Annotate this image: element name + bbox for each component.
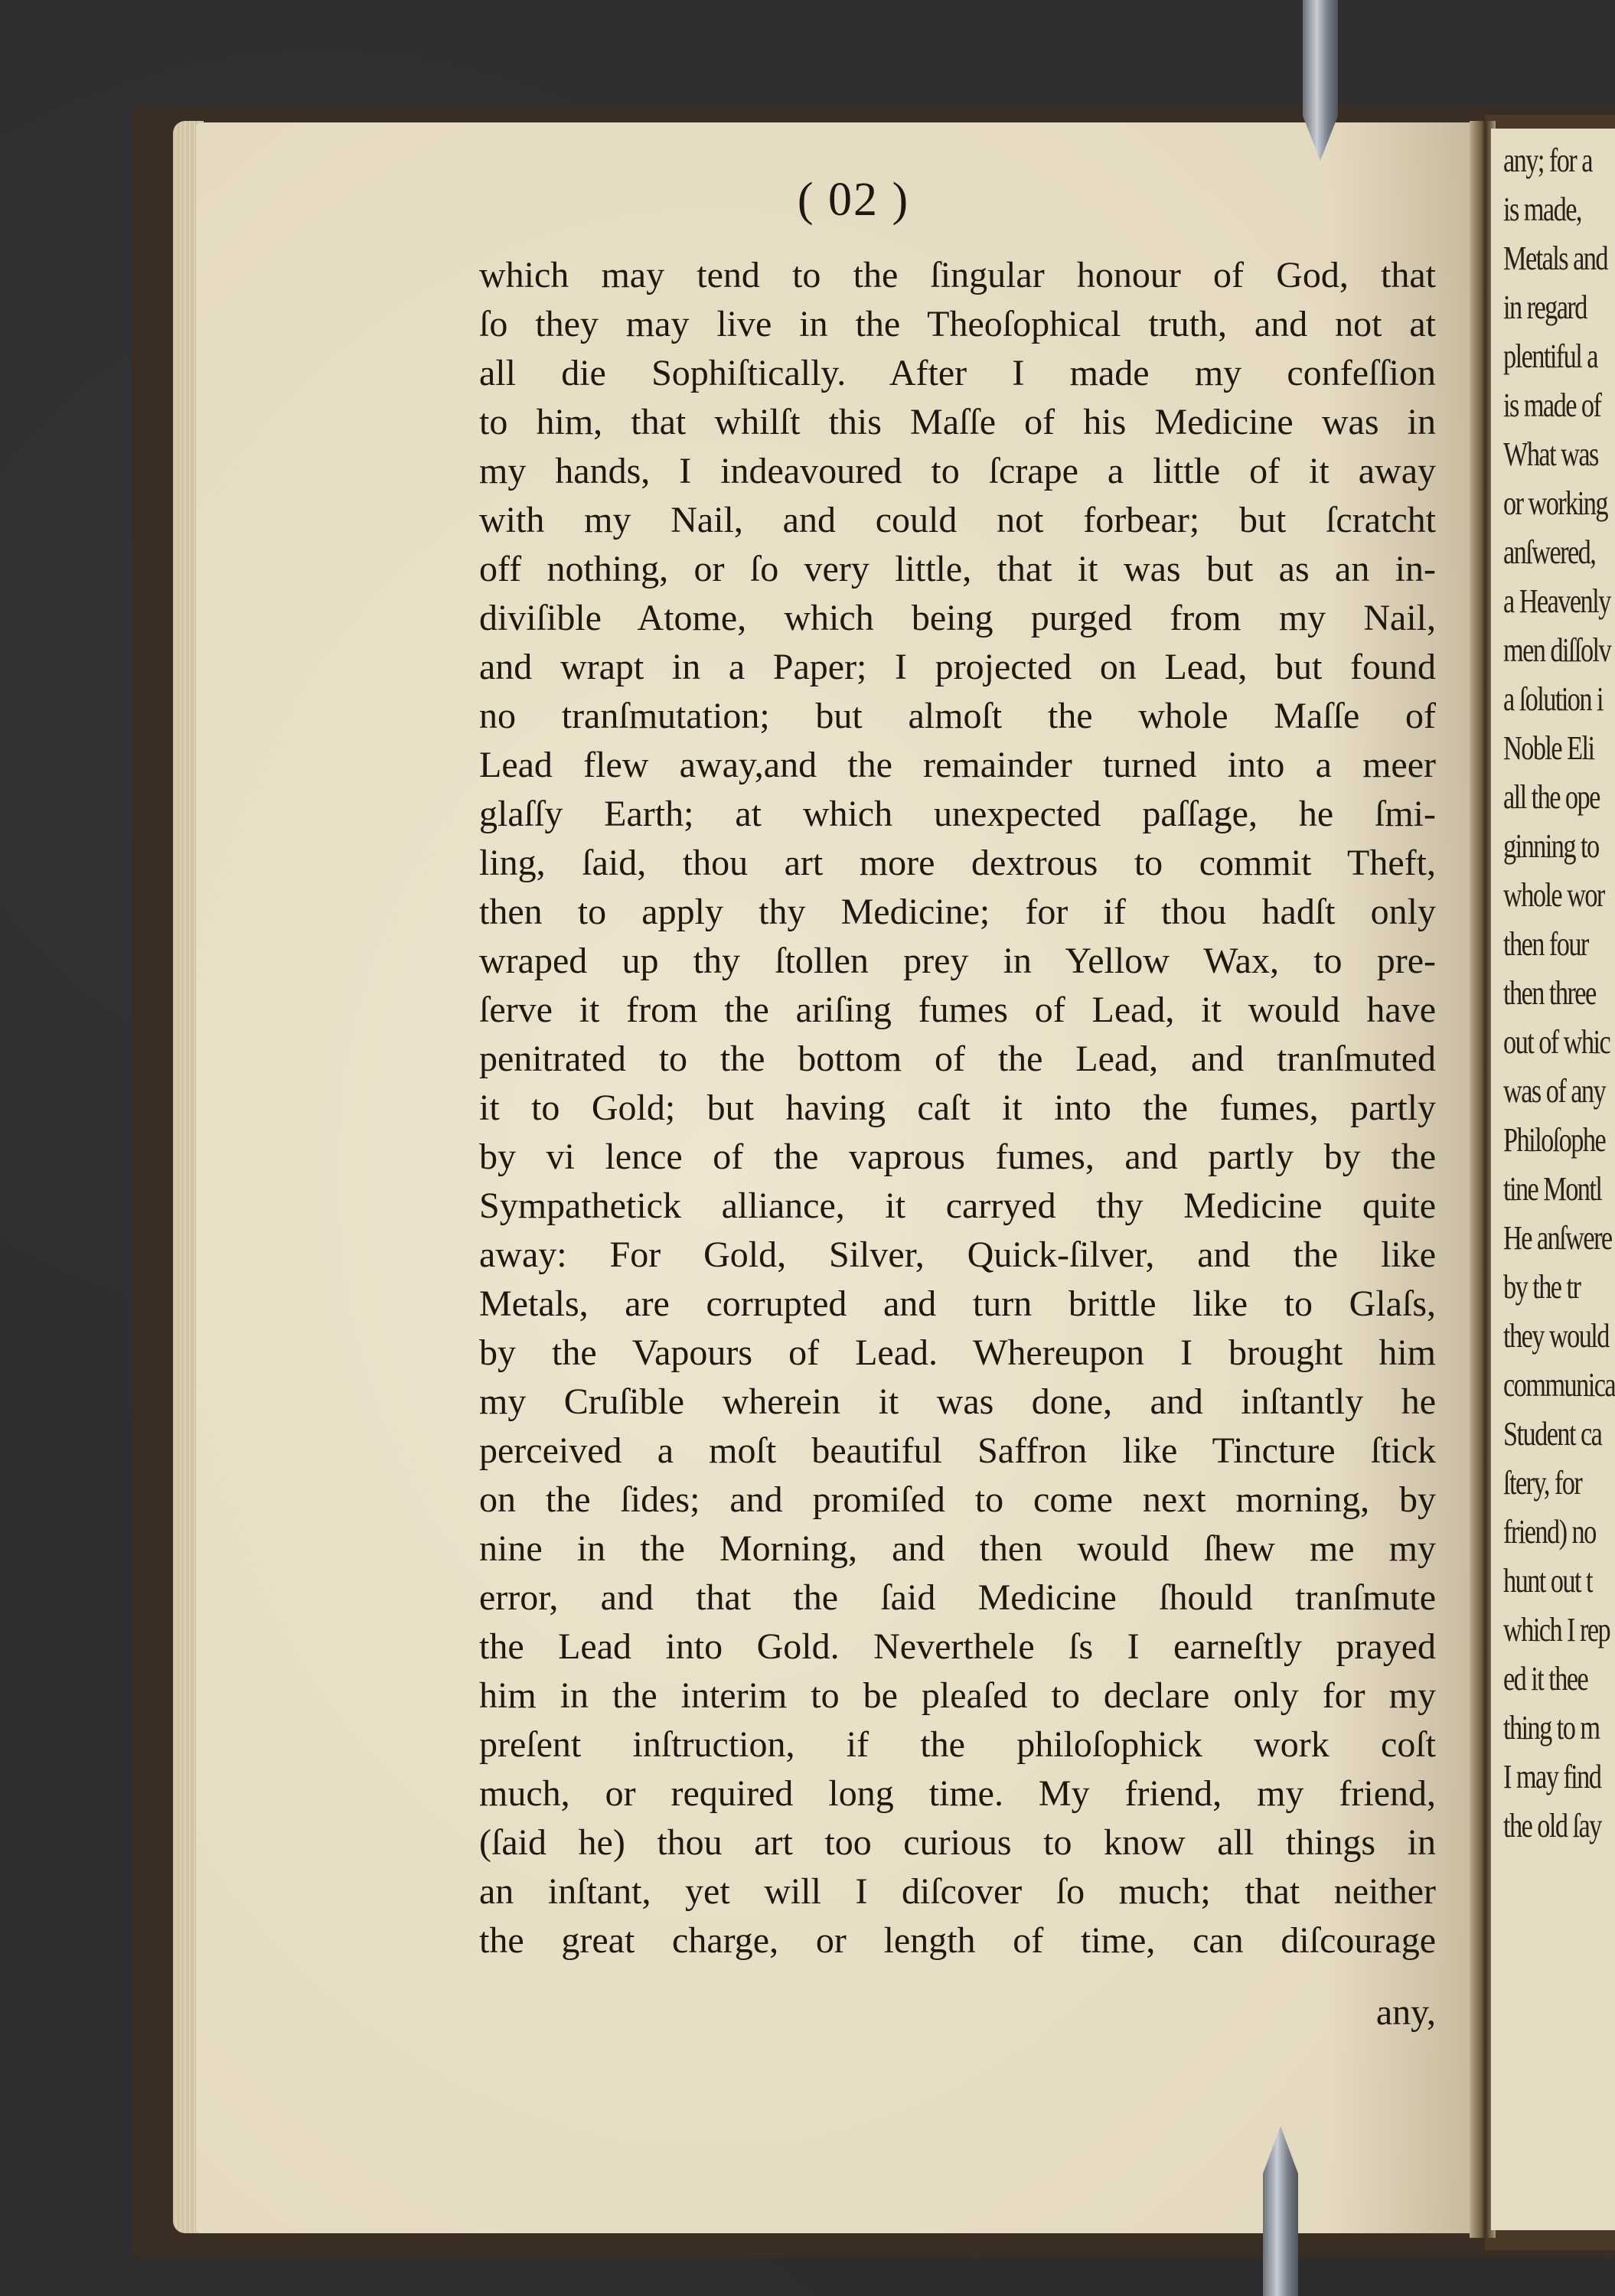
facing-line: Metals and [1503, 240, 1607, 277]
text-line: the great charge, or length of time, can diſcourage [479, 1920, 1436, 1961]
text-line: ſerve it from the ariſing fumes of Lead, it would have [479, 990, 1436, 1030]
catchword: any, [1375, 1992, 1436, 2033]
facing-line: all the ope [1503, 778, 1600, 816]
facing-line: Noble Eli [1503, 729, 1594, 767]
page-number: ( 02 ) [797, 174, 910, 226]
text-line: (ſaid he) thou art too curious to know all things in [479, 1822, 1436, 1863]
text-line: Sympathetick alliance, it carryed thy Medicine quite [479, 1186, 1436, 1226]
text-line: then to apply thy Medicine; for if thou hadſt only [479, 892, 1436, 932]
facing-line: plentiful a [1503, 338, 1597, 375]
facing-line: or working [1503, 484, 1607, 522]
facing-line: men diſſolv [1503, 631, 1611, 669]
text-line: with my Nail, and could not forbear; but ſcratcht [479, 500, 1436, 540]
facing-line: Philoſophe [1503, 1121, 1606, 1159]
facing-line: then four [1503, 925, 1588, 963]
facing-line: they would [1503, 1317, 1609, 1355]
text-line: away: For Gold, Silver, Quick-ſilver, and the like [479, 1234, 1436, 1275]
facing-line: He anſwere [1503, 1219, 1612, 1257]
facing-line: anſwered, [1503, 533, 1596, 571]
facing-line: hunt out t [1503, 1562, 1592, 1600]
text-line: the Lead into Gold. Neverthele ſs I earneſtly prayed [479, 1626, 1436, 1667]
facing-line: was of any [1503, 1072, 1606, 1110]
text-line: which may tend to the ſingular honour of God, that [479, 255, 1436, 295]
facing-line: is made, [1503, 191, 1581, 228]
facing-line: then three [1503, 974, 1596, 1012]
text-line: it to Gold; but having caſt it into the fumes, partly [479, 1088, 1436, 1128]
text-line: Metals, are corrupted and turn brittle like to Glaſs, [479, 1283, 1436, 1324]
facing-line: ed it thee [1503, 1660, 1588, 1698]
facing-line: by the tr [1503, 1268, 1581, 1306]
text-line: my hands, I indeavoured to ſcrape a little of it away [479, 451, 1436, 491]
facing-line: a Heavenly [1503, 582, 1610, 620]
facing-line: a ſolution i [1503, 680, 1603, 718]
facing-line: which I rep [1503, 1611, 1610, 1649]
facing-line: thing to m [1503, 1709, 1600, 1746]
facing-line: What was [1503, 435, 1598, 473]
text-line: to him, that whilſt this Maſſe of his Medicine was in [479, 402, 1436, 442]
text-line: by the Vapours of Lead. Whereupon I brought him [479, 1332, 1436, 1373]
text-line: wraped up thy ſtollen prey in Yellow Wax, to pre- [479, 941, 1436, 981]
text-line: my Cruſible wherein it was done, and inſtantly he [479, 1381, 1436, 1422]
right-page [1491, 129, 1615, 2230]
facing-line: communica [1503, 1366, 1615, 1404]
facing-line: friend) no [1503, 1513, 1596, 1551]
text-line: penitrated to the bottom of the Lead, and tranſmuted [479, 1039, 1436, 1079]
text-line: Lead flew away,and the remainder turned into a meer [479, 745, 1436, 785]
text-line: ling, ſaid, thou art more dextrous to commit Theft, [479, 843, 1436, 883]
text-line: error, and that the ſaid Medicine ſhould tranſmute [479, 1577, 1436, 1618]
facing-line: whole wor [1503, 876, 1604, 914]
facing-line: ſtery, for [1503, 1464, 1582, 1502]
facing-line: tine Montl [1503, 1170, 1602, 1208]
facing-line: the old ſay [1503, 1807, 1601, 1844]
text-line: an inſtant, yet will I diſcover ſo much; that neither [479, 1871, 1436, 1912]
text-line: all die Sophiſtically. After I made my confeſſion [479, 353, 1436, 393]
text-line: glaſſy Earth; at which unexpected paſſage, he ſmi- [479, 794, 1436, 834]
facing-line: Student ca [1503, 1415, 1602, 1453]
text-line: by vi lence of the vaprous fumes, and partly by the [479, 1137, 1436, 1177]
text-line: and wrapt in a Paper; I projected on Lead, but found [479, 647, 1436, 687]
text-line: preſent inſtruction, if the philoſophick work coſt [479, 1724, 1436, 1765]
text-line: nine in the Morning, and then would ſhew me my [479, 1528, 1436, 1569]
text-line: him in the interim to be pleaſed to declare only for my [479, 1675, 1436, 1716]
text-line: much, or required long time. My friend, my friend, [479, 1773, 1436, 1814]
text-line: perceived a moſt beautiful Saffron like Tincture ſtick [479, 1430, 1436, 1471]
facing-line: any; for a [1503, 142, 1592, 179]
text-line: on the ſides; and promiſed to come next morning, by [479, 1479, 1436, 1520]
text-line: diviſible Atome, which being purged from my Nail, [479, 598, 1436, 638]
facing-line: ginning to [1503, 827, 1599, 865]
facing-line: I may find [1503, 1758, 1601, 1795]
facing-line: in regard [1503, 289, 1587, 326]
text-line: off nothing, or ſo very little, that it was but as an in- [479, 549, 1436, 589]
text-line: no tranſmutation; but almoſt the whole Maſſe of [479, 696, 1436, 736]
text-line: ſo they may live in the Theoſophical truth, and not at [479, 304, 1436, 344]
facing-line: is made of [1503, 386, 1601, 424]
facing-line: out of whic [1503, 1023, 1610, 1061]
